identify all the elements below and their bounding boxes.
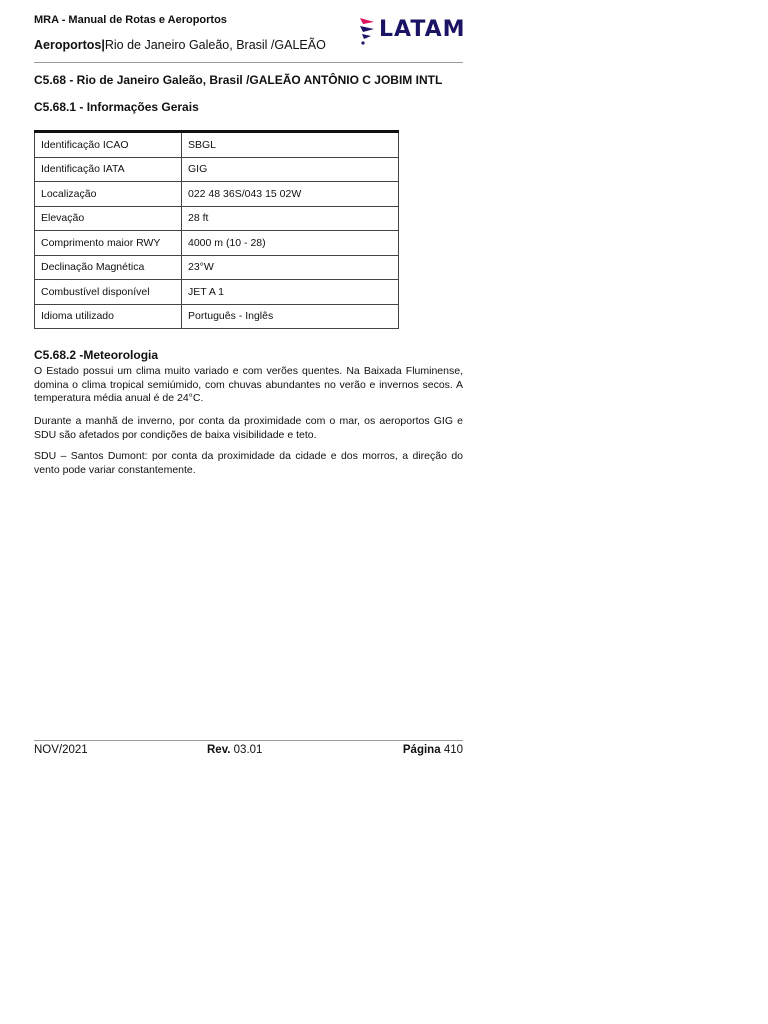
subtitle-location: Rio de Janeiro Galeão, Brasil /GALEÃO xyxy=(104,38,326,52)
table-label: Identificação IATA xyxy=(35,157,182,182)
page-label: Página xyxy=(402,744,441,756)
table-value: 23°W xyxy=(182,255,399,280)
footer-date: NOV/2021 xyxy=(34,744,88,756)
header-divider xyxy=(34,62,463,63)
table-value: Português - Inglês xyxy=(182,304,399,329)
table-value: JET A 1 xyxy=(182,280,399,305)
footer-divider xyxy=(34,740,463,741)
page-value: 410 xyxy=(443,744,463,756)
table-value: 022 48 36S/043 15 02W xyxy=(182,182,399,207)
table-value: 4000 m (10 - 28) xyxy=(182,231,399,256)
table-value: 28 ft xyxy=(182,206,399,231)
revision-value: 03.01 xyxy=(233,744,263,756)
table-label: Declinação Magnética xyxy=(35,255,182,280)
table-row xyxy=(35,231,399,256)
subtitle-bold: Aeroportos| xyxy=(34,38,105,52)
table-row xyxy=(35,255,399,280)
table-value: GIG xyxy=(182,157,399,182)
table-label: Elevação xyxy=(35,206,182,231)
latam-logo xyxy=(357,14,481,48)
subsection-title: C5.68.1 - Informações Gerais xyxy=(34,100,199,114)
revision-label: Rev. xyxy=(207,744,231,756)
table-row xyxy=(35,182,399,207)
table-row xyxy=(35,206,399,231)
table-label: Comprimento maior RWY xyxy=(35,231,182,256)
table-row xyxy=(35,304,399,329)
table-row xyxy=(35,132,399,158)
table-label: Idioma utilizado xyxy=(35,304,182,329)
manual-title: MRA - Manual de Rotas e Aeroportos xyxy=(34,14,227,26)
meteorology-title: C5.68.2 -Meteorologia xyxy=(34,348,159,362)
footer-page-number xyxy=(403,744,463,756)
paragraph-winter-visibility: Durante a manhã de inverno, por conta da proximidade com o mar, os aeroportos GIG e SDU são afetados por condições de baixa visibilidade e teto. xyxy=(34,415,463,441)
paragraph-climate: O Estado possui um clima muito variado e com verões quentes. Na Baixada Fluminense, domina o clima tropical semiúmido, com chuvas abundantes no verão e invernos secos. A temperatura média anual é de 24°C. xyxy=(34,365,463,404)
paragraph-sdu-wind: SDU – Santos Dumont: por conta da proximidade da cidade e dos morros, a direção do vento pode variar constantemente. xyxy=(34,450,463,476)
table-row xyxy=(35,280,399,305)
table-value: SBGL xyxy=(182,132,399,158)
footer-revision xyxy=(207,744,262,756)
airport-info-table xyxy=(34,130,399,329)
table-row xyxy=(35,157,399,182)
section-title: C5.68 - Rio de Janeiro Galeão, Brasil /GALEÃO ANTÔNIO C JOBIM INTL xyxy=(34,73,443,87)
logo-text: LATAM xyxy=(379,17,466,42)
table-label: Localização xyxy=(35,182,182,207)
page-subtitle xyxy=(34,38,326,52)
table-label: Identificação ICAO xyxy=(35,132,182,158)
table-label: Combustível disponível xyxy=(35,280,182,305)
latam-logo-icon xyxy=(357,14,377,48)
